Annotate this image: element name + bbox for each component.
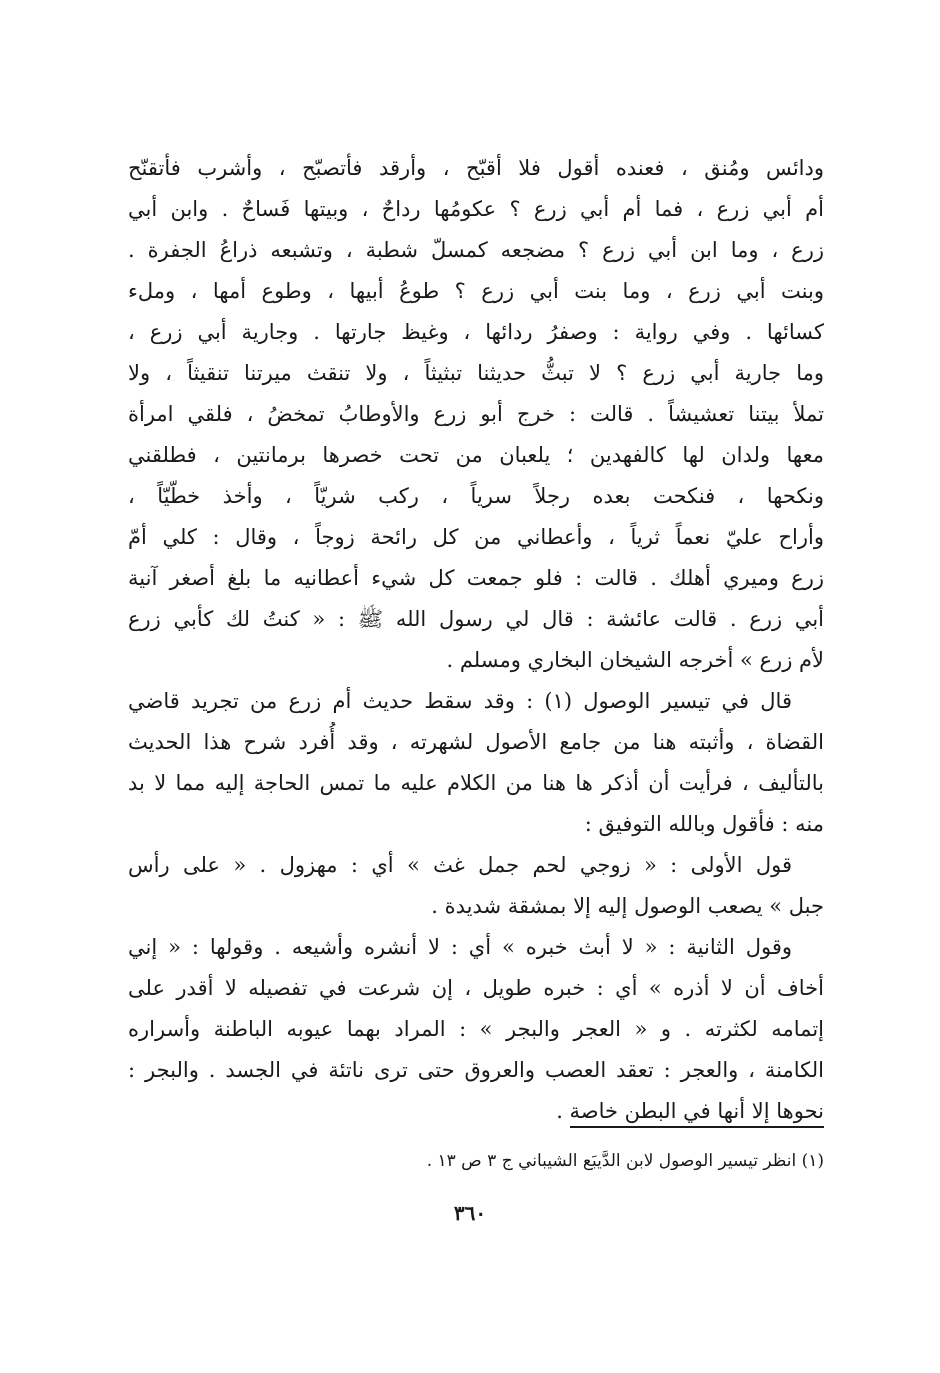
text-line: تملأ بيتنا تعشيشاً . قالت : خرج أبو زرع والأوطابُ تمخضُ ، فلقي امرأة bbox=[128, 402, 824, 426]
text-line: أبي زرع . قالت عائشة : قال لي رسول الله ﷺ : « كنتُ لك كأبي زرع bbox=[128, 607, 824, 631]
text-line: منه : فأقول وبالله التوفيق : bbox=[584, 812, 824, 836]
text-line: معها ولدان لها كالفهدين ؛ يلعبان من تحت خصرها برمانتين ، فطلقني bbox=[128, 443, 824, 467]
text-line: قال في تيسير الوصول (١) : وقد سقط حديث أم زرع من تجريد قاضي bbox=[128, 689, 792, 713]
text-line: أم أبي زرع ، فما أم أبي زرع ؟ عكومُها رداحٌ ، وبيتها فَساحٌ . وابن أبي bbox=[128, 197, 824, 221]
text-line: نحوها إلا أنها في البطن خاصة . bbox=[556, 1099, 824, 1123]
text-line: قول الأولى : « زوجي لحم جمل غث » أي : مهزول . « على رأس bbox=[128, 853, 792, 877]
text-line: جبل » يصعب الوصول إليه إلا بمشقة شديدة . bbox=[431, 894, 824, 918]
text-line: أخاف أن لا أذره » أي : خبره طويل ، إن شرعت في تفصيله لا أقدر على bbox=[128, 976, 824, 1000]
text-line: كسائها . وفي رواية : وصفرُ ردائها ، وغيظ جارتها . وجارية أبي زرع ، bbox=[128, 320, 824, 344]
text-line: وقول الثانية : « لا أبث خبره » أي : لا أنشره وأشيعه . وقولها : « إني bbox=[128, 935, 792, 959]
text-line: زرع وميري أهلك . قالت : فلو جمعت كل شيء أعطانيه ما بلغ أصغر آنية bbox=[128, 566, 824, 590]
page-number: ٣٦٠ bbox=[453, 1201, 487, 1225]
text-line: وبنت أبي زرع ، وما بنت أبي زرع ؟ طوعُ أبيها ، وطوع أمها ، وملء bbox=[128, 279, 824, 303]
main-text-block bbox=[128, 148, 824, 1132]
text-line: القضاة ، وأثبته هنا من جامع الأصول لشهرته ، وقد أُفرد شرح هذا الحديث bbox=[128, 730, 824, 754]
text-line: وأراح عليّ نعماً ثرياً ، وأعطاني من كل رائحة زوجاً ، وقال : كلي أمّ bbox=[128, 525, 824, 549]
text-line: زرع ، وما ابن أبي زرع ؟ مضجعه كمسلّ شطبة ، وتشبعه ذراعُ الجفرة . bbox=[128, 238, 824, 262]
text-line: ونكحها ، فنكحت بعده رجلاً سرياً ، ركب شريّاً ، وأخذ خطّيّاً ، bbox=[128, 484, 824, 508]
text-line: الكامنة ، والعجر : تعقد العصب والعروق حتى ترى ناتئة في الجسد . والبجر : bbox=[128, 1058, 824, 1082]
footnote-separator bbox=[570, 1126, 824, 1128]
text-line: إتمامه لكثرته . و « العجر والبجر » : المراد بهما عيوبه الباطنة وأسراره bbox=[128, 1017, 824, 1041]
text-line: بالتأليف ، فرأيت أن أذكر ها هنا من الكلام عليه ما تمس الحاجة إليه مما لا بد bbox=[128, 771, 824, 795]
text-line: ودائس ومُنق ، فعنده أقول فلا أقبّح ، وأرقد فأتصبّح ، وأشرب فأتقنّح bbox=[128, 156, 824, 180]
text-line: لأم زرع » أخرجه الشيخان البخاري ومسلم . bbox=[446, 648, 824, 672]
text-line: وما جارية أبي زرع ؟ لا تبثُّ حديثنا تبثيثاً ، ولا تنقث ميرتنا تنقيثاً ، ولا bbox=[128, 361, 824, 385]
footnote: (١) انظر تيسير الوصول لابن الدَّيبَع الشيباني ج ٣ ص ١٣ . bbox=[426, 1151, 824, 1171]
